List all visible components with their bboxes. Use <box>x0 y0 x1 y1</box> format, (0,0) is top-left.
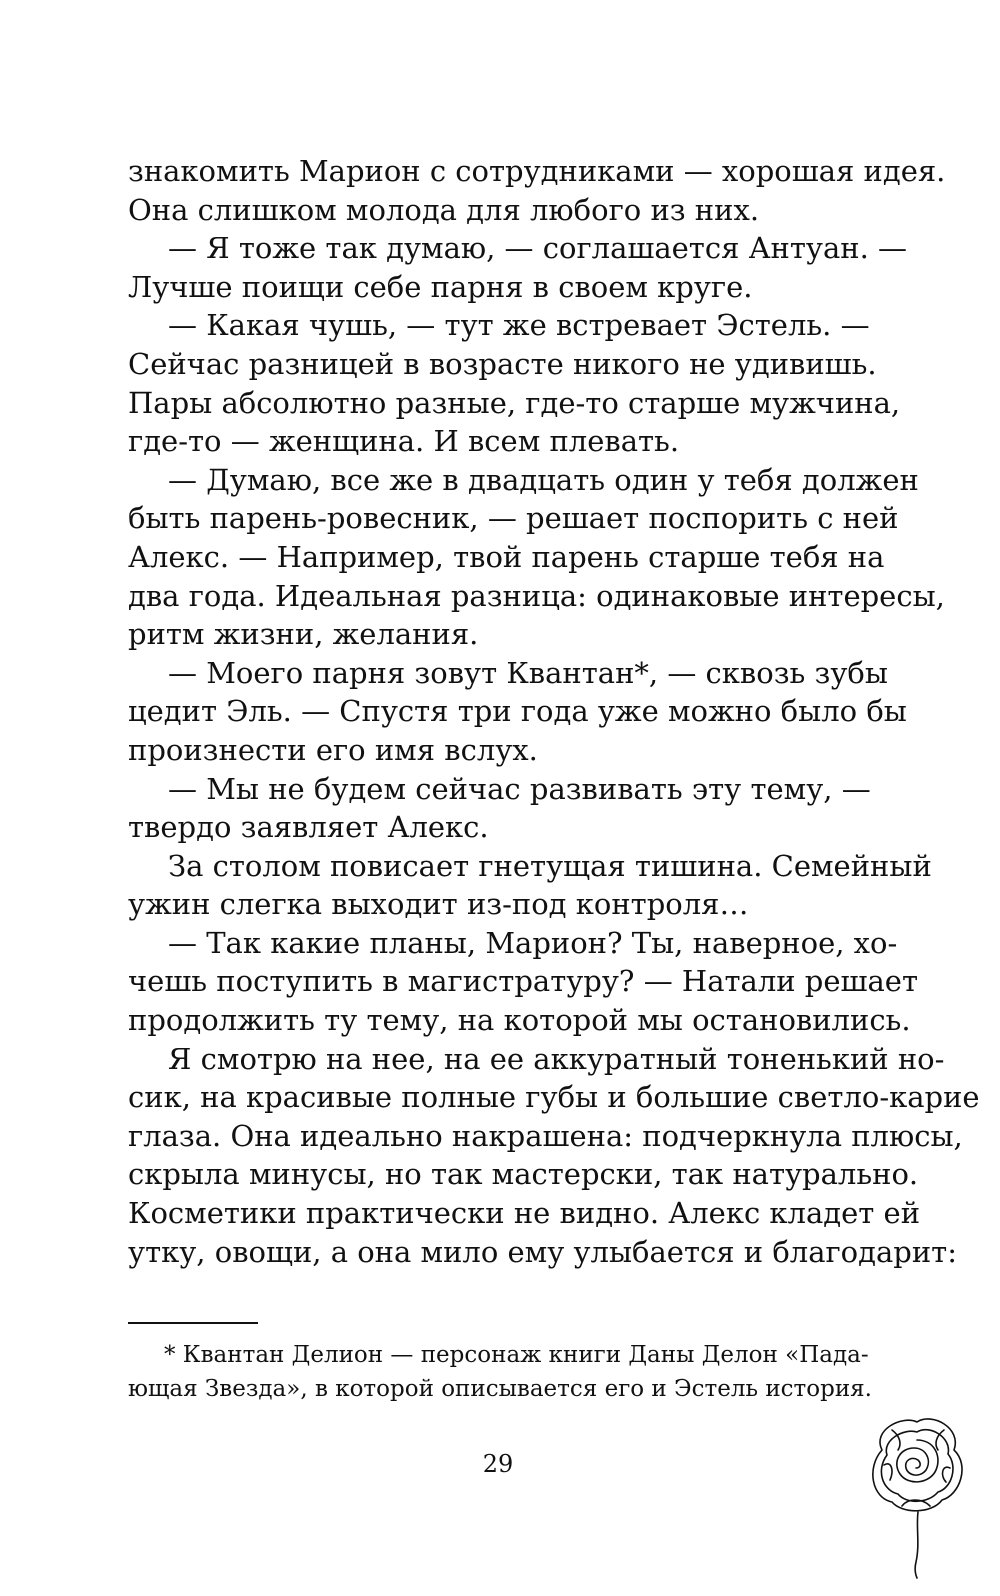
footnote-line: * Квантан Делион — персонаж книги Даны Делон «Пада- <box>164 1342 869 1368</box>
body-text <box>128 152 980 1271</box>
text-line: сик, на красивые полные губы и большие светло-карие <box>128 1080 980 1115</box>
text-line: — Какая чушь, — тут же встревает Эстель. — <box>168 308 870 343</box>
text-line: Я смотрю на нее, на ее аккуратный тоненький но- <box>168 1041 945 1076</box>
text-line: — Так какие планы, Марион? Ты, наверное, хо- <box>168 925 898 960</box>
text-line: утку, овощи, а она мило ему улыбается и благодарит: <box>128 1234 957 1269</box>
footnote-line: ющая Звезда», в которой описывается его и Эстель история. <box>128 1376 872 1402</box>
footnote-divider <box>128 1322 258 1324</box>
footnote <box>128 1338 872 1406</box>
text-line: Пары абсолютно разные, где-то старше мужчина, <box>128 385 901 420</box>
text-line: — Моего парня зовут Квантан*, — сквозь зубы <box>168 655 888 690</box>
rose-icon <box>862 1410 972 1580</box>
text-line: два года. Идеальная разница: одинаковые интересы, <box>128 578 945 613</box>
text-line: скрыла минусы, но так мастерски, так натурально. <box>128 1157 919 1192</box>
text-line: чешь поступить в магистратуру? — Натали решает <box>128 964 918 999</box>
text-line: где-то — женщина. И всем плевать. <box>128 424 680 459</box>
page-number: 29 <box>482 1450 514 1478</box>
text-line: ритм жизни, желания. <box>128 617 479 652</box>
text-line: Она слишком молода для любого из них. <box>128 192 760 227</box>
text-line: глаза. Она идеально накрашена: подчеркнула плюсы, <box>128 1118 963 1153</box>
text-line: Косметики практически не видно. Алекс кладет ей <box>128 1196 921 1231</box>
text-line: Алекс. — Например, твой парень старше тебя на <box>128 539 885 574</box>
text-line: — Мы не будем сейчас развивать эту тему, — <box>168 771 871 806</box>
text-line: — Я тоже так думаю, — соглашается Антуан. — <box>168 231 908 266</box>
text-line: твердо заявляет Алекс. <box>128 810 489 845</box>
text-line: — Думаю, все же в двадцать один у тебя должен <box>168 462 919 497</box>
text-line: ужин слегка выходит из-под контроля… <box>128 887 749 922</box>
text-line: знакомить Марион с сотрудниками — хорошая идея. <box>128 154 946 188</box>
text-line: Сейчас разницей в возрасте никого не удивишь. <box>128 346 877 381</box>
text-line: произнести его имя вслух. <box>128 732 538 767</box>
text-line: продолжить ту тему, на которой мы остановились. <box>128 1003 911 1038</box>
text-line: цедит Эль. — Спустя три года уже можно было бы <box>128 694 907 729</box>
text-line: быть парень-ровесник, — решает поспорить с ней <box>128 501 899 536</box>
text-line: Лучше поищи себе парня в своем круге. <box>128 269 753 304</box>
text-line: За столом повисает гнетущая тишина. Семейный <box>168 848 932 883</box>
